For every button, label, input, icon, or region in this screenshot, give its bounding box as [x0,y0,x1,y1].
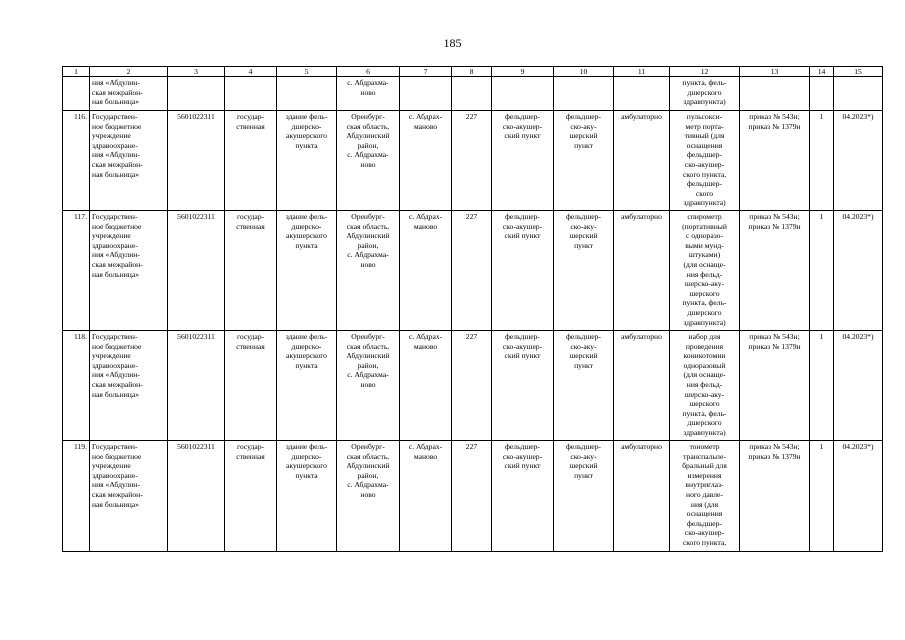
date-cell: 04.2023*) [834,331,883,441]
quantity-cell: 1 [810,211,834,331]
column-header: 3 [168,67,225,77]
table-row [63,441,883,552]
population-cell: 227 [452,441,492,552]
date-cell: 04.2023*) [834,441,883,552]
inn-cell: 5601022311 [168,111,225,211]
settlement-cell: с. Абдрах- маново [400,211,452,331]
building-cell: здание фель- дшерско- акушерского пункта [277,441,337,552]
organization-cell: Государствен- ное бюджетное учреждение здравоохране- ния «Абдулин- ская межрайон- ная больница» [90,441,168,552]
settlement-cell: с. Абдрах- маново [400,331,452,441]
column-header: 15 [834,67,883,77]
building-cell: здание фель- дшерско- акушерского пункта [277,111,337,211]
address-cell: Оренбург- ская область, Абдулинский район, с. Абдрахма- ново [337,441,400,552]
care-type-cell: амбулаторно [614,211,670,331]
ownership-cell: государ- ственная [225,441,277,552]
inn-cell: 5601022311 [168,331,225,441]
unit-type-cell: фельдшер- ско-акушер- ский пункт [492,441,554,552]
ownership-cell: государ- ственная [225,331,277,441]
row-number-cell: 117. [63,211,90,331]
column-header: 6 [337,67,400,77]
quantity-cell: 1 [810,441,834,552]
care-type-cell: амбулаторно [614,111,670,211]
row-number-cell: 118. [63,331,90,441]
population-cell: 227 [452,111,492,211]
row-number-cell: 116. [63,111,90,211]
care-type-cell: амбулаторно [614,331,670,441]
population-cell: 227 [452,331,492,441]
continuation-row [63,77,883,111]
equipment-cell: пункта, фель- дшерского здравпункта) [670,77,740,111]
page-number: 185 [443,36,462,50]
equipment-cell: спирометр (портативный с одноразо- выми мунд- штуками) (для оснаще- ния фельд- шерско-аку- шерского пункта, фель- дшерского здравпункта) [670,211,740,331]
building-cell: здание фель- дшерско- акушерского пункта [277,331,337,441]
column-number-row [63,67,883,77]
column-header: 14 [810,67,834,77]
table-row [63,211,883,331]
table-row [63,111,883,211]
column-header: 10 [554,67,614,77]
address-cell: Оренбург- ская область, Абдулинский район, с. Абдрахма- ново [337,331,400,441]
settlement-cell: с. Абдрах- маново [400,441,452,552]
order-cell: приказ № 543н; приказ № 1379н [740,331,810,441]
order-cell: приказ № 543н; приказ № 1379н [740,441,810,552]
population-cell: 227 [452,211,492,331]
column-header: 12 [670,67,740,77]
building-cell: здание фель- дшерско- акушерского пункта [277,211,337,331]
column-header: 7 [400,67,452,77]
quantity-cell: 1 [810,331,834,441]
column-header: 8 [452,67,492,77]
inn-cell: 5601022311 [168,441,225,552]
column-header: 2 [90,67,168,77]
unit-type-cell: фельдшер- ско-акушер- ский пункт [492,111,554,211]
data-table [62,66,883,552]
address-cell: Оренбург- ская область, Абдулинский район, с. Абдрахма- ново [337,111,400,211]
organization-cell: Государствен- ное бюджетное учреждение здравоохране- ния «Абдулин- ская межрайон- ная больница» [90,211,168,331]
date-cell: 04.2023*) [834,211,883,331]
unit-name-cell: фельдшер- ско-аку- шерский пункт [554,441,614,552]
unit-name-cell: фельдшер- ско-аку- шерский пункт [554,211,614,331]
care-type-cell: амбулаторно [614,441,670,552]
unit-type-cell: фельдшер- ско-акушер- ский пункт [492,331,554,441]
inn-cell: 5601022311 [168,211,225,331]
address-cell: Оренбург- ская область, Абдулинский район, с. Абдрахма- ново [337,211,400,331]
date-cell: 04.2023*) [834,111,883,211]
order-cell: приказ № 543н; приказ № 1379н [740,211,810,331]
table-row [63,331,883,441]
unit-name-cell: фельдшер- ско-аку- шерский пункт [554,111,614,211]
unit-type-cell: фельдшер- ско-акушер- ский пункт [492,211,554,331]
equipment-cell: набор для проведения коникотомии одноразовый (для оснаще- ния фельд- шерско-аку- шерского пункта, фель- дшерского здравпункта) [670,331,740,441]
quantity-cell: 1 [810,111,834,211]
unit-name-cell: фельдшер- ско-аку- шерский пункт [554,331,614,441]
organization-cell: Государствен- ное бюджетное учреждение здравоохране- ния «Абдулин- ская межрайон- ная больница» [90,111,168,211]
column-header: 9 [492,67,554,77]
address-cell: с. Абдрахма- ново [337,77,400,111]
ownership-cell: государ- ственная [225,211,277,331]
order-cell: приказ № 543н; приказ № 1379н [740,111,810,211]
ownership-cell: государ- ственная [225,111,277,211]
column-header: 13 [740,67,810,77]
organization-cell: ния «Абдулин- ская межрайон- ная больница» [90,77,168,111]
column-header: 5 [277,67,337,77]
settlement-cell: с. Абдрах- маново [400,111,452,211]
column-header: 11 [614,67,670,77]
equipment-cell: пульсокси- метр порта- тивный (для оснащения фельдшер- ско-акушер- ского пункта, фельдшер- ского здравпункта) [670,111,740,211]
equipment-cell: тонометр транспальпе- бральный для измерения внутриглаз- ного давле- ния (для оснащения фельдшер- ско-акушер- ского пункта, [670,441,740,552]
column-header: 1 [63,67,90,77]
row-number-cell: 119. [63,441,90,552]
organization-cell: Государствен- ное бюджетное учреждение здравоохране- ния «Абдулин- ская межрайон- ная больница» [90,331,168,441]
column-header: 4 [225,67,277,77]
